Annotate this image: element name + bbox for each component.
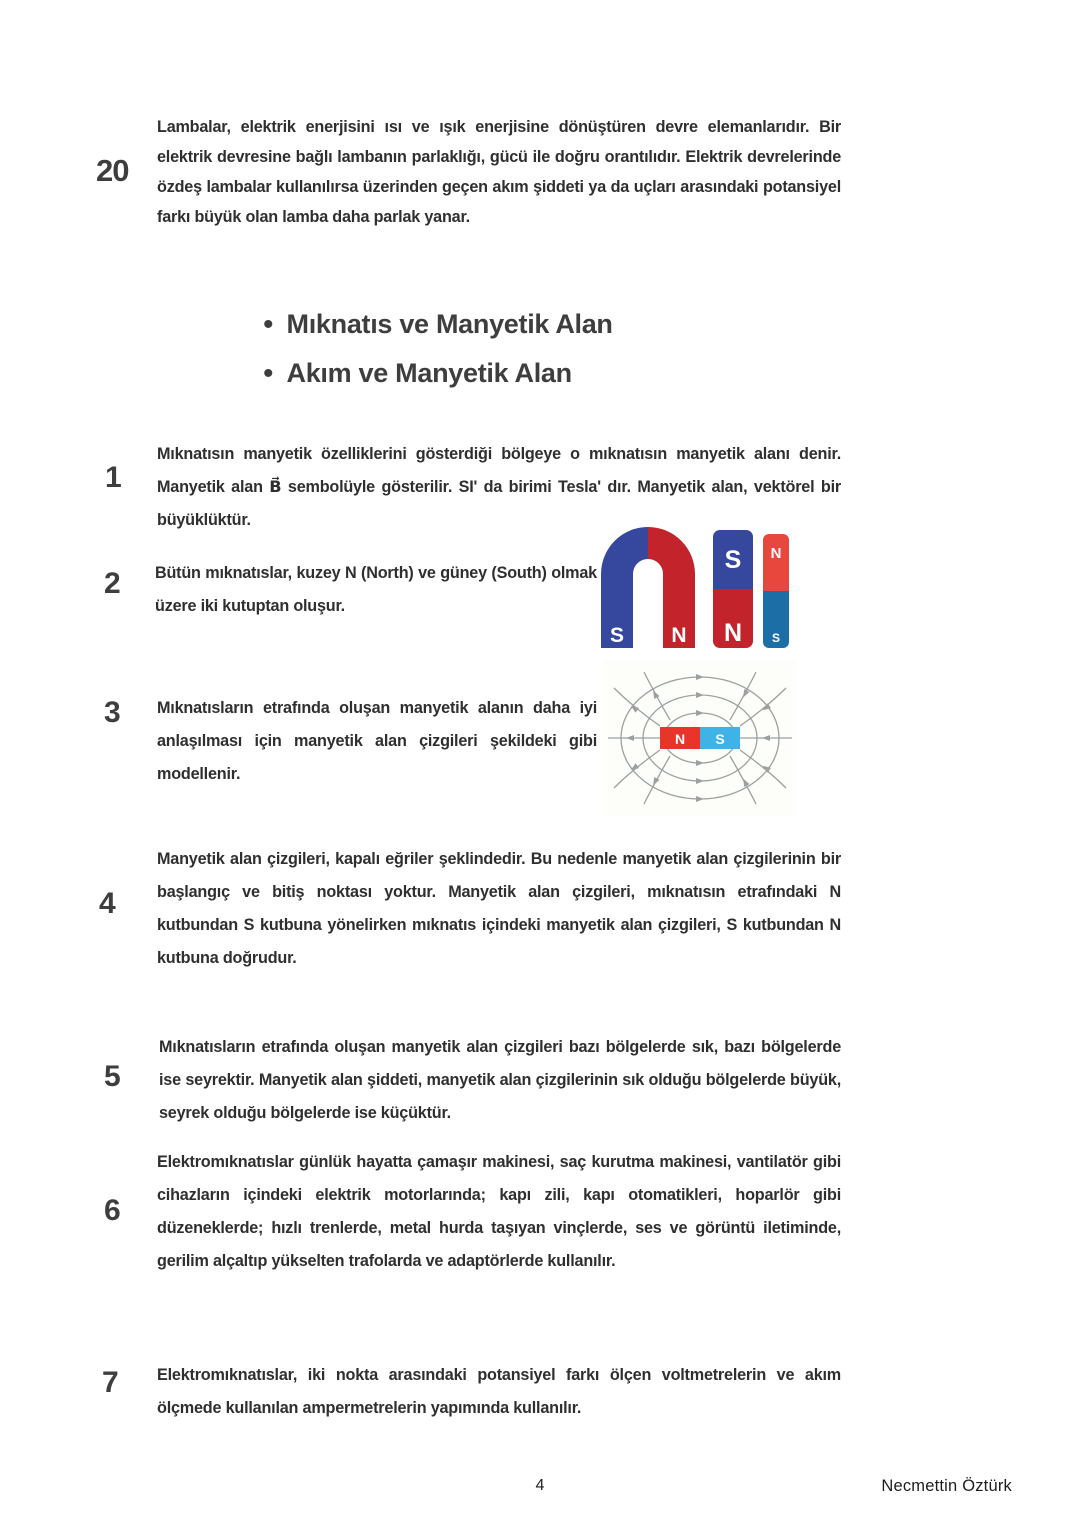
- item-number: 4: [99, 887, 115, 920]
- item-text: Mıknatısların etrafında oluşan manyetik alan çizgileri bazı bölgelerde sık, bazı bölgelerde ise seyrektir. Manyetik alan şiddeti, manyetik alan çizgilerinin sık olduğu bölgelerde büyük, seyrek olduğu bölgelerde ise küçüktür.: [159, 1038, 841, 1122]
- page-number: 4: [535, 1477, 545, 1494]
- pole-label-n: N: [671, 624, 687, 647]
- item-number: 7: [102, 1366, 118, 1399]
- pole-label-n: N: [674, 731, 686, 747]
- magnets-figure: [595, 524, 800, 650]
- item-text: Mıknatısın manyetik özelliklerini gösterdiği bölgeye o mıknatısın manyetik alanı denir. Manyetik alan B⃗ sembolüyle gösterilir. SI' da birimi Tesla' dır. Manyetik alan, vektörel bir büyüklüktür.: [157, 445, 841, 529]
- section-title-akim: [263, 349, 613, 398]
- horseshoe-magnet: [610, 543, 687, 648]
- magnetic-field-lines-figure: [604, 660, 796, 816]
- section-title-label: Akım ve Manyetik Alan: [286, 358, 572, 388]
- pole-label-n: N: [723, 619, 743, 647]
- pole-label-s: S: [609, 624, 625, 647]
- field-bar-magnet: [660, 727, 740, 749]
- author-name: Necmettin Öztürk: [881, 1477, 1012, 1495]
- bullet-icon: •: [263, 356, 274, 390]
- intro-item-text: Lambalar, elektrik enerjisini ısı ve ışık enerjisine dönüştüren devre elemanlarıdır. Bir elektrik devresine bağlı lambanın parlaklığı, gücü ile doğru orantılıdır. Elektrik devrelerinde özdeş lambalar kullanılırsa üzerinden geçen akım şiddeti ya da uçları arasındaki potansiyel farkı büyük olan lamba daha parlak yanar.: [157, 118, 841, 226]
- bar-magnet-2: [763, 534, 789, 648]
- item-number: 1: [105, 461, 121, 494]
- item-text: Bütün mıknatıslar, kuzey N (North) ve güney (South) olmak üzere iki kutuptan oluşur.: [155, 564, 597, 615]
- item-number: 2: [104, 567, 120, 600]
- item-number: 6: [104, 1194, 120, 1227]
- section-title-miknatis: [263, 300, 613, 349]
- section-titles: [263, 300, 613, 398]
- bullet-icon: •: [263, 307, 274, 341]
- item-text: Manyetik alan çizgileri, kapalı eğriler şeklindedir. Bu nedenle manyetik alan çizgilerinin bir başlangıç ve bitiş noktası yoktur. Manyetik alan çizgileri, mıknatısın etrafındaki N kutbundan S kutbuna yönelirken mıknatıs içindeki manyetik alan çizgileri, S kutbundan N kutbuna doğrudur.: [157, 850, 841, 967]
- pole-label-s: S: [724, 546, 742, 574]
- pole-label-s: S: [771, 631, 781, 645]
- item-number-20: 20: [96, 153, 129, 188]
- item-text: Elektromıknatıslar, iki nokta arasındaki potansiyel farkı ölçen voltmetrelerin ve akım ölçmede kullanılan ampermetrelerin yapımında kullanılır.: [157, 1366, 841, 1417]
- item-number: 5: [104, 1060, 120, 1093]
- item-text: Elektromıknatıslar günlük hayatta çamaşır makinesi, saç kurutma makinesi, vantilatör gibi cihazların içindeki elektrik motorlarında; kapı zili, kapı otomatikleri, hoparlör gibi düzeneklerde; hızlı trenlerde, metal hurda taşıyan vinçlerde, ses ve görüntü iletiminde, gerilim alçaltıp yükselten trafolarda ve adaptörlerde kullanılır.: [157, 1153, 841, 1270]
- item-text: Mıknatısların etrafında oluşan manyetik alanın daha iyi anlaşılması için manyetik alan çizgileri şekildeki gibi modellenir.: [157, 699, 597, 783]
- section-title-label: Mıknatıs ve Manyetik Alan: [286, 309, 613, 339]
- item-number: 3: [104, 696, 120, 729]
- pole-label-s: S: [715, 731, 725, 747]
- pole-label-n: N: [770, 545, 782, 562]
- bar-magnet-1: [713, 530, 753, 648]
